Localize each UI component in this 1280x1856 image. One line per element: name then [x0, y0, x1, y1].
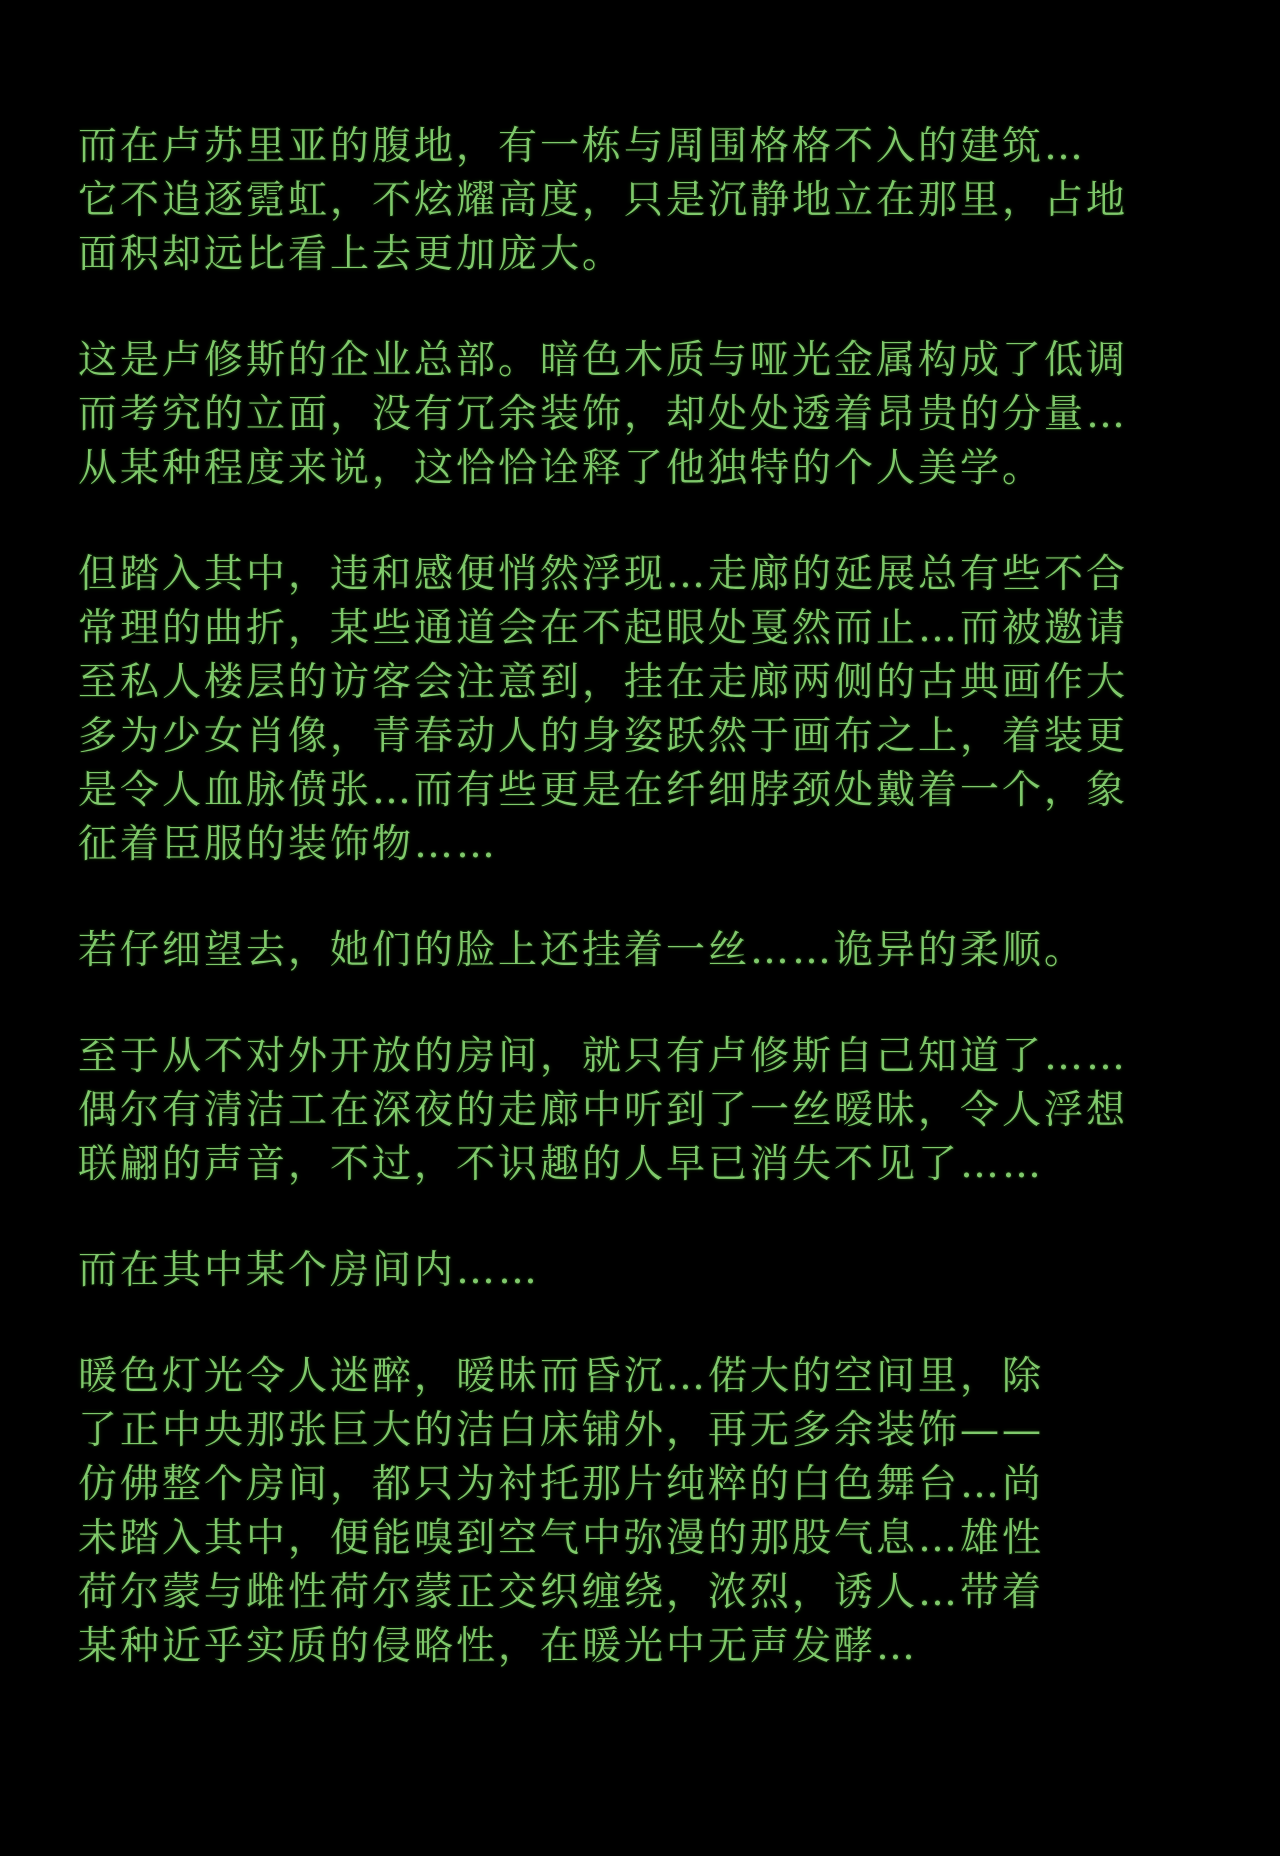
- text-line: 仿佛整个房间，都只为衬托那片纯粹的白色舞台…尚: [78, 1462, 1045, 1507]
- text-line: 至私人楼层的访客会注意到，挂在走廊两侧的古典画作大: [78, 660, 1129, 705]
- text-line: 偶尔有清洁工在深夜的走廊中听到了一丝暧昧，令人浮想: [78, 1088, 1129, 1133]
- text-line: 但踏入其中，违和感便悄然浮现…走廊的延展总有些不合: [78, 552, 1129, 597]
- text-line: 至于从不对外开放的房间，就只有卢修斯自己知道了……: [78, 1034, 1129, 1079]
- text-line: 若仔细望去，她们的脸上还挂着一丝……诡异的柔顺。: [78, 928, 1087, 973]
- text-line: 未踏入其中，便能嗅到空气中弥漫的那股气息…雄性: [78, 1516, 1045, 1561]
- text-line: 联翩的声音，不过，不识趣的人早已消失不见了……: [78, 1142, 1045, 1187]
- paragraph-corridors: [78, 548, 1228, 872]
- paragraph-closed-rooms: [78, 1030, 1228, 1192]
- text-line: 是令人血脉偾张…而有些更是在纤细脖颈处戴着一个，象: [78, 768, 1129, 813]
- text-line: 多为少女肖像，青春动人的身姿跃然于画布之上，着装更: [78, 714, 1129, 759]
- text-line: 征着臣服的装饰物……: [78, 822, 499, 867]
- text-line: 从某种程度来说，这恰恰诠释了他独特的个人美学。: [78, 446, 1045, 491]
- text-line: 某种近乎实质的侵略性，在暖光中无声发酵…: [78, 1624, 919, 1669]
- text-line: 这是卢修斯的企业总部。暗色木质与哑光金属构成了低调: [78, 338, 1129, 383]
- paragraph-faces: [78, 924, 1228, 978]
- story-text: [78, 120, 1228, 1726]
- text-line: 它不追逐霓虹，不炫耀高度，只是沉静地立在那里，占地: [78, 178, 1129, 223]
- paragraph-room-description: [78, 1350, 1228, 1674]
- text-line: 而在卢苏里亚的腹地，有一栋与周围格格不入的建筑…: [78, 124, 1087, 169]
- paragraph-headquarters: [78, 334, 1228, 496]
- text-line: 暖色灯光令人迷醉，暧昧而昏沉…偌大的空间里，除: [78, 1354, 1045, 1399]
- text-line: 常理的曲折，某些通道会在不起眼处戛然而止…而被邀请: [78, 606, 1129, 651]
- text-line: 了正中央那张巨大的洁白床铺外，再无多余装饰——: [78, 1408, 1045, 1453]
- text-line: 荷尔蒙与雌性荷尔蒙正交织缠绕，浓烈，诱人…带着: [78, 1570, 1045, 1615]
- paragraph-one-room: [78, 1244, 1228, 1298]
- text-line: 而考究的立面，没有冗余装饰，却处处透着昂贵的分量…: [78, 392, 1129, 437]
- text-line: 而在其中某个房间内……: [78, 1248, 541, 1293]
- paragraph-building-intro: [78, 120, 1228, 282]
- text-line: 面积却远比看上去更加庞大。: [78, 232, 625, 277]
